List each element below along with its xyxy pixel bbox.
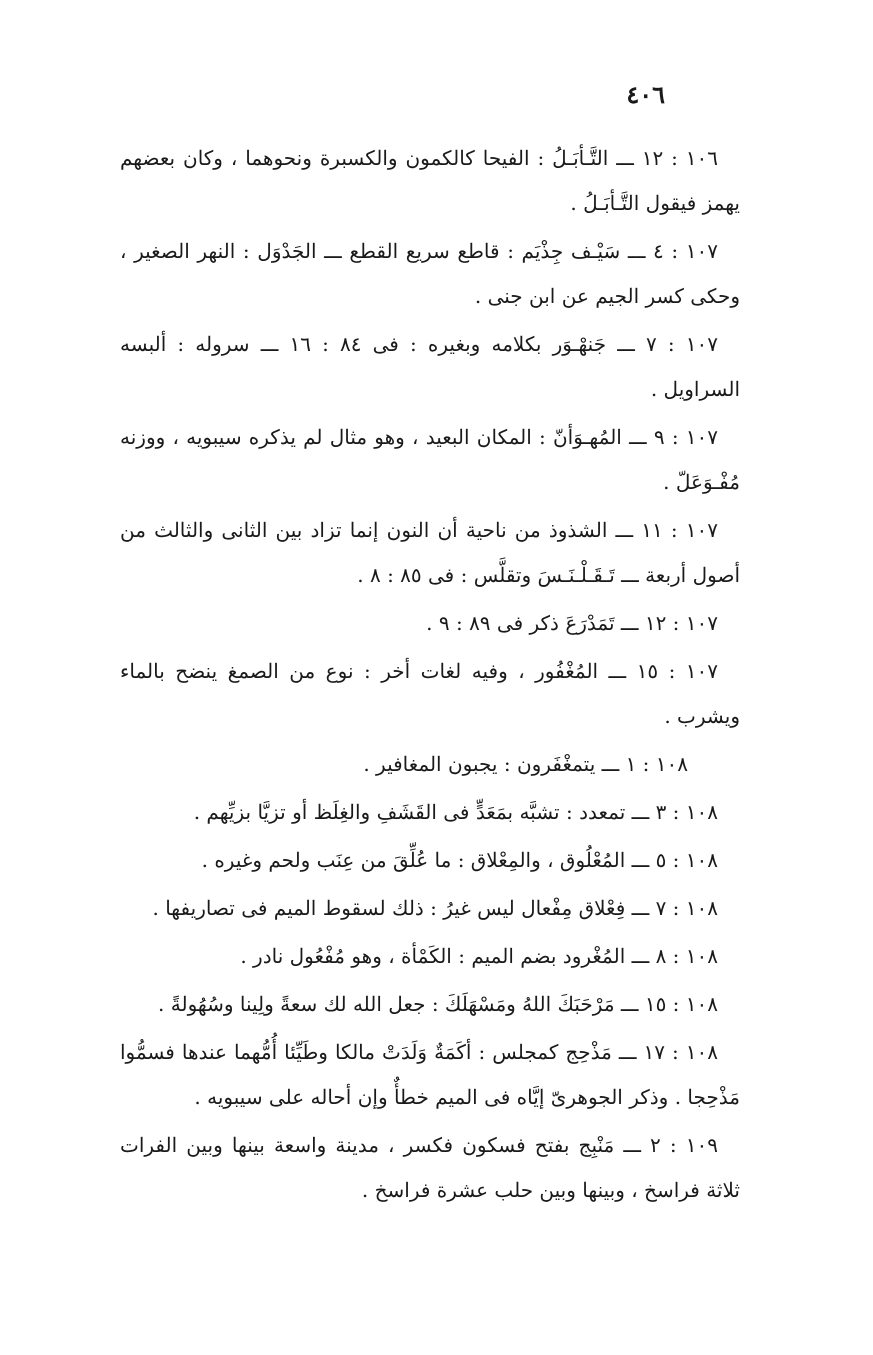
note-entry: ١٠٧ : ١٢ ـــ تَمَدْرَعَ ذكر فى ٨٩ : ٩ . <box>426 611 718 635</box>
page-number: ٤٠٦ <box>626 80 665 109</box>
note-entry: ١٠٧ : ١١ ـــ الشذوذ من ناحية أن النون إنما تزاد بين الثانى والثالث من أصول أربعة ـــ تَـقَـلْـنَـسَ وتقلَّس : فى ٨٥ : ٨ . <box>120 518 740 587</box>
note-entry: ١٠٧ : ٩ ـــ المُهـوَأنّ : المكان البعيد ، وهو مثال لم يذكره سيبويه ، ووزنه مُفْـوَعَلّ . <box>120 425 740 494</box>
note-entry: ١٠٨ : ٥ ـــ المُعْلُوق ، والمِعْلاق : ما عُلِّقَ من عِنَب ولحم وغيره . <box>201 848 718 872</box>
note-entry: ١٠٨ : ١٧ ـــ مَذْحِج كمجلس : أكَمَةٌ وَلَدَتْ مالكا وطَيِّئا أُمُّهما عندها فسمُّوا مَذْحِجا . وذكر الجوهرىّ إيَّاه فى الميم خطأٌ وإن أحاله على سيبويه . <box>120 1040 740 1109</box>
note-entry: ١٠٨ : ١ ـــ يتمغْفَرون : يجبون المغافير . <box>363 752 688 776</box>
note-entry: ١٠٩ : ٢ ـــ مَنْبِج بفتح فسكون فكسر ، مدينة واسعة بينها وبين الفرات ثلاثة فراسخ ، وبينها وبين حلب عشرة فراسخ . <box>120 1133 740 1202</box>
note-entry: ١٠٧ : ٤ ـــ سَيْـف جِذْيَم : قاطع سريع القطع ـــ الجَدْوَل : النهر الصغير ، وحكى كسر الجيم عن ابن جنى . <box>120 239 740 308</box>
note-entry: ١٠٧ : ٧ ـــ جَنهْـوَر بكلامه وبغيره : فى ٨٤ : ١٦ ـــ سروله : ألبسه السراويل . <box>120 332 740 401</box>
note-entry: ١٠٦ : ١٢ ـــ التَّـأبَـلُ : الفيحا كالكمون والكسبرة ونحوهما ، وكان بعضهم يهمز فيقول التَّـأبَـلُ . <box>120 146 740 215</box>
note-entry: ١٠٨ : ١٥ ـــ مَرْحَبَكَ اللهُ ومَسْهَلَكَ : جعل الله لك سعةً ولِينا وسُهُولةً . <box>158 992 718 1016</box>
note-entry: ١٠٨ : ٣ ـــ تمعدد : تشبَّه بمَعَدٍّ فى القَشَفِ والغِلَظ أو تزيَّا بزيِّهم . <box>193 800 718 824</box>
note-entry: ١٠٨ : ٨ ـــ المُغْرود بضم الميم : الكَمْأة ، وهو مُفْعُول نادر . <box>240 944 718 968</box>
note-entry: ١٠٧ : ١٥ ـــ المُغْفُور ، وفيه لغات أخر : نوع من الصمغ ينضح بالماء ويشرب . <box>120 659 740 728</box>
notes-text-block <box>120 136 740 1216</box>
note-entry: ١٠٨ : ٧ ـــ فِعْلاق مِفْعال ليس غيرُ : ذلك لسقوط الميم فى تصاريفها . <box>152 896 718 920</box>
